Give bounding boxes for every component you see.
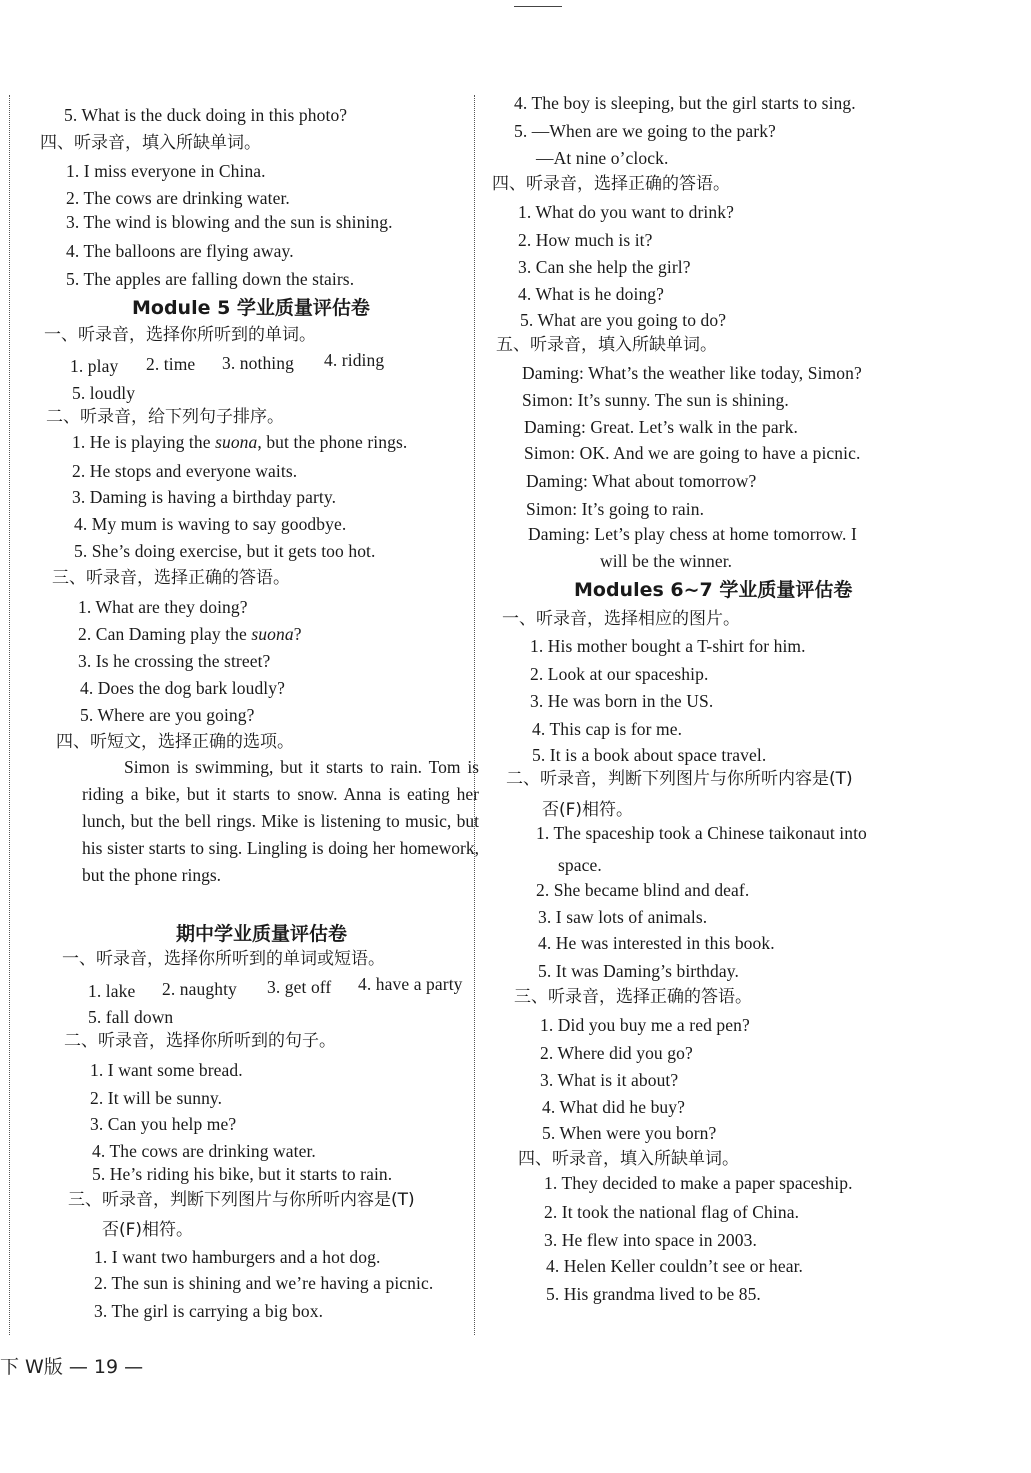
list-item: 5. What are you going to do? — [520, 310, 727, 330]
section-heading: 四、听录音，填入所缺单词。 — [40, 133, 261, 153]
list-item: 2. The sun is shining and we’re having a picnic. — [94, 1273, 434, 1293]
list-item: 5. The apples are falling down the stairs. — [66, 269, 355, 289]
list-item: 5. It is a book about space travel. — [532, 745, 767, 765]
list-item: 1. What do you want to drink? — [518, 202, 734, 222]
list-item: 3. He was born in the US. — [530, 691, 714, 711]
list-item: 1. I want two hamburgers and a hot dog. — [94, 1247, 381, 1267]
list-item: 1. They decided to make a paper spaceship. — [544, 1173, 853, 1193]
list-item-cont: space. — [558, 855, 602, 875]
section-heading: 五、听录音，填入所缺单词。 — [496, 335, 717, 355]
suona-word: suona — [251, 624, 294, 644]
section-heading: 一、听录音，选择相应的图片。 — [502, 609, 740, 629]
suona-word: suona — [215, 432, 258, 452]
list-item: 4. The balloons are flying away. — [66, 241, 294, 261]
word-item: 5. loudly — [72, 383, 136, 403]
list-item: 4. What did he buy? — [542, 1097, 686, 1117]
section-heading: 四、听短文，选择正确的选项。 — [56, 732, 294, 752]
modules67-title: Modules 6~7 学业质量评估卷 — [574, 579, 853, 601]
list-item: 5. It was Daming’s birthday. — [538, 961, 739, 981]
section-heading: 四、听录音，选择正确的答语。 — [492, 174, 730, 194]
dialogue-line: Simon: It’s going to rain. — [526, 499, 705, 519]
list-item: 5. Where are you going? — [80, 705, 255, 725]
list-item: 3. I saw lots of animals. — [538, 907, 708, 927]
list-item: 4. Does the dog bark loudly? — [80, 678, 285, 698]
list-item: 3. The girl is carrying a big box. — [94, 1301, 324, 1321]
list-item: 3. Is he crossing the street? — [78, 651, 271, 671]
list-item: 5. When were you born? — [542, 1123, 717, 1143]
right-column — [480, 0, 1031, 1473]
list-item: 4. The boy is sleeping, but the girl starts to sing. — [514, 93, 856, 113]
list-item: 5. —When are we going to the park? — [514, 121, 776, 141]
word-item: 4. have a party — [358, 974, 463, 994]
word-item: 2. naughty — [162, 979, 237, 999]
list-item: 2. She became blind and deaf. — [536, 880, 750, 900]
section-heading: 一、听录音，选择你所听到的单词。 — [44, 325, 316, 345]
list-item: 1. The spaceship took a Chinese taikonaut into — [536, 823, 867, 843]
list-item: 2. It will be sunny. — [90, 1088, 223, 1108]
list-item: 1. I miss everyone in China. — [66, 161, 266, 181]
page-footer: 下 W版 — 19 — — [0, 1356, 144, 1378]
word-item: 3. nothing — [222, 353, 294, 373]
word-item: 2. time — [146, 354, 196, 374]
question-line: 5. What is the duck doing in this photo? — [64, 105, 348, 125]
list-item: 5. She’s doing exercise, but it gets too hot. — [74, 541, 376, 561]
list-item: 1. His mother bought a T-shirt for him. — [530, 636, 806, 656]
item-prefix: 2. Can Daming play the — [78, 624, 252, 644]
left-column — [0, 0, 490, 1473]
list-item: 2. Where did you go? — [540, 1043, 693, 1063]
section-heading: 二、听录音，给下列句子排序。 — [46, 407, 284, 427]
list-item: 3. Can she help the girl? — [518, 257, 691, 277]
list-item — [72, 431, 407, 453]
item-suffix: ? — [293, 624, 302, 644]
list-item: 2. It took the national flag of China. — [544, 1202, 800, 1222]
dialogue-line: Daming: What about tomorrow? — [526, 471, 757, 491]
list-item: 1. I want some bread. — [90, 1060, 243, 1080]
dialogue-line: Simon: OK. And we are going to have a picnic. — [524, 443, 861, 463]
list-item: 2. He stops and everyone waits. — [72, 461, 298, 481]
module5-title: Module 5 学业质量评估卷 — [132, 297, 370, 319]
list-item: 4. What is he doing? — [518, 284, 665, 304]
list-item — [78, 623, 302, 645]
list-item: 2. How much is it? — [518, 230, 653, 250]
word-item: 5. fall down — [88, 1007, 174, 1027]
list-item: 5. He’s riding his bike, but it starts to rain. — [92, 1164, 393, 1184]
dialogue-line: Daming: What’s the weather like today, Simon? — [522, 363, 862, 383]
list-item: 1. Did you buy me a red pen? — [540, 1015, 750, 1035]
section-heading-cont: 否(F)相符。 — [102, 1220, 194, 1240]
section-heading: 三、听录音，选择正确的答语。 — [514, 987, 752, 1007]
list-item: 2. Look at our spaceship. — [530, 664, 709, 684]
passage: Simon is swimming, but it starts to rain. Tom is riding a bike, but it starts to snow. Anna is eating her lunch, but the bell rings. Mike is listening to music, but his sister starts to sing. Lingling is doing her homework, but the phone rings. — [82, 757, 479, 885]
list-item: 2. The cows are drinking water. — [66, 188, 290, 208]
section-heading: 四、听录音，填入所缺单词。 — [518, 1149, 739, 1169]
item-suffix: , but the phone rings. — [257, 432, 408, 452]
list-item: 3. The wind is blowing and the sun is shining. — [66, 212, 393, 232]
section-heading: 二、听录音，判断下列图片与你所听内容是(T) — [506, 769, 853, 789]
dialogue-line: Daming: Let’s play chess at home tomorrow. I — [528, 524, 857, 544]
section-heading: 三、听录音，判断下列图片与你所听内容是(T) — [68, 1190, 415, 1210]
list-item: 4. This cap is for me. — [532, 719, 683, 739]
list-item: 1. What are they doing? — [78, 597, 248, 617]
word-item: 1. play — [70, 356, 119, 376]
section-heading: 二、听录音，选择你所听到的句子。 — [64, 1031, 336, 1051]
list-item: 4. He was interested in this book. — [538, 933, 775, 953]
dialogue-line-cont: will be the winner. — [600, 551, 733, 571]
list-item: —At nine o’clock. — [536, 148, 669, 168]
section-heading: 一、听录音，选择你所听到的单词或短语。 — [62, 949, 385, 969]
section-heading-cont: 否(F)相符。 — [542, 800, 634, 820]
word-item: 1. lake — [88, 981, 136, 1001]
list-item: 3. Daming is having a birthday party. — [72, 487, 337, 507]
list-item: 5. His grandma lived to be 85. — [546, 1284, 761, 1304]
list-item: 3. Can you help me? — [90, 1114, 237, 1134]
item-prefix: 1. He is playing the — [72, 432, 216, 452]
midterm-title: 期中学业质量评估卷 — [176, 923, 348, 945]
list-item: 4. Helen Keller couldn’t see or hear. — [546, 1256, 804, 1276]
list-item: 4. The cows are drinking water. — [92, 1141, 316, 1161]
word-item: 3. get off — [267, 977, 332, 997]
word-item: 4. riding — [324, 350, 385, 370]
list-item: 3. What is it about? — [540, 1070, 679, 1090]
dialogue-line: Simon: It’s sunny. The sun is shining. — [522, 390, 789, 410]
list-item: 4. My mum is waving to say goodbye. — [74, 514, 347, 534]
dialogue-line: Daming: Great. Let’s walk in the park. — [524, 417, 798, 437]
section-heading: 三、听录音，选择正确的答语。 — [52, 568, 290, 588]
list-item: 3. He flew into space in 2003. — [544, 1230, 757, 1250]
